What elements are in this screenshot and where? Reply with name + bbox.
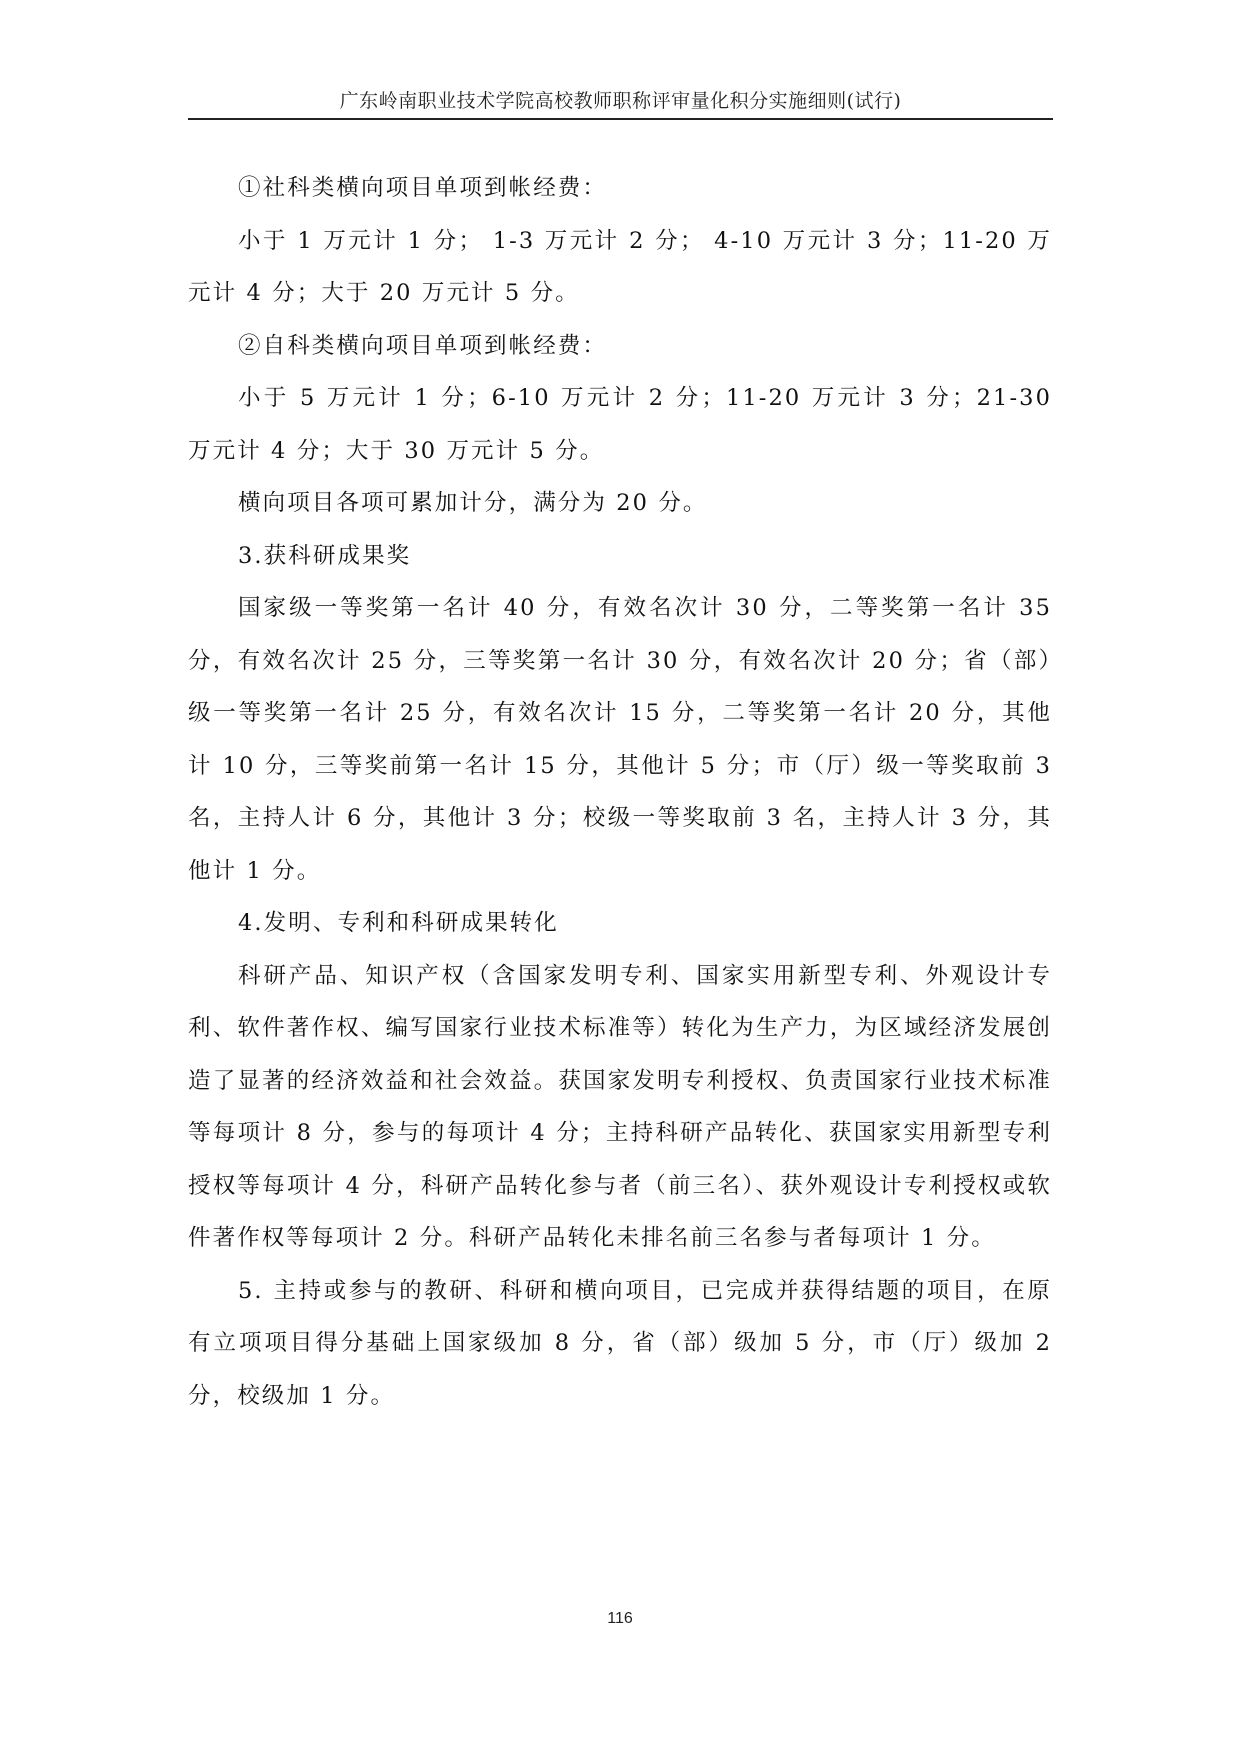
paragraph-research-awards: 国家级一等奖第一名计 40 分，有效名次计 30 分，二等奖第一名计 35 分，有效名次计 25 分，三等奖第一名计 30 分，有效名次计 20 分；省（部）级一等奖第一名计 25 分，有效名次计 15 分，二等奖第一名计 20 分，其他计 10 分，三等奖前第一名计 15 分，其他计 5 分；市（厅）级一等奖取前 3 名，主持人计 6 分，其他计 3 分；校级一等奖取前 3 名，主持人计 3 分，其他计 1 分。 [188, 595, 1052, 884]
header-title: 广东岭南职业技术学院高校教师职称评审量化积分实施细则(试行) [339, 90, 902, 112]
paragraph-completed-projects: 5. 主持或参与的教研、科研和横向项目，已完成并获得结题的项目，在原有立项项目得分基础上国家级加 8 分，省（部）级加 5 分，市（厅）级加 2 分，校级加 1 分。 [188, 1277, 1052, 1409]
paragraph-social-science-scoring: 小于 1 万元计 1 分； 1-3 万元计 2 分； 4-10 万元计 3 分；11-20 万元计 4 分；大于 20 万元计 5 分。 [188, 227, 1052, 306]
paragraph-natural-science-heading: ②自科类横向项目单项到帐经费： [238, 332, 608, 359]
section-heading-patents: 4.发明、专利和科研成果转化 [238, 910, 559, 936]
paragraph-horizontal-project-cap: 横向项目各项可累加计分，满分为 20 分。 [238, 490, 708, 516]
body-text [188, 162, 1052, 1422]
paragraph-social-science-heading: ①社科类横向项目单项到帐经费： [238, 175, 608, 201]
running-header [188, 84, 1053, 120]
paragraph-natural-science-scoring: 小于 5 万元计 1 分；6-10 万元计 2 分；11-20 万元计 3 分；21-30 万元计 4 分；大于 30 万元计 5 分。 [188, 385, 1052, 464]
page-number: 116 [607, 1610, 633, 1627]
paragraph-patents: 科研产品、知识产权（含国家发明专利、国家实用新型专利、外观设计专利、软件著作权、编写国家行业技术标准等）转化为生产力，为区域经济发展创造了显著的经济效益和社会效益。获国家发明专利授权、负责国家行业技术标准等每项计 8 分，参与的每项计 4 分；主持科研产品转化、获国家实用新型专利授权等每项计 4 分，科研产品转化参与者（前三名）、获外观设计专利授权或软件著作权等每项计 2 分。科研产品转化未排名前三名参与者每项计 1 分。 [188, 962, 1052, 1251]
section-heading-research-awards: 3.获科研成果奖 [238, 542, 412, 569]
page-footer [0, 1608, 1240, 1628]
